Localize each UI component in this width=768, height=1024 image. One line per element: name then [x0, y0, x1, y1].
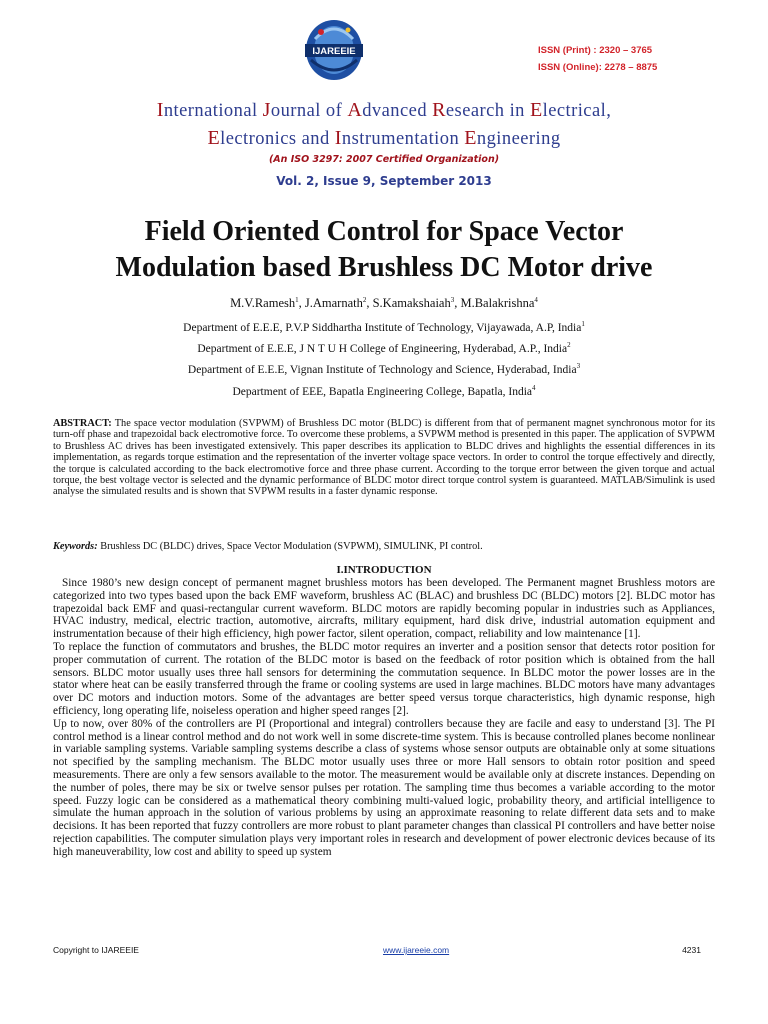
- issn-block: [538, 42, 657, 76]
- author-list: M.V.Ramesh$^1$, J.Amarnath$^2$, S.Kamakshaiah$^3$, M.Balakrishna$^4$: [230, 296, 538, 311]
- paragraph: Since 1980’s new design concept of permanent magnet brushless motors has been developed. The Permanent magnet Brushless motors are categorized into two types based upon the back EMF waveform, brushless AC (BLAC) and brushless DC (BLDC) motors [2]. BLDC motor has trapezoidal back EMF and quasi-rectangular current waveform. BLDC motors are rapidly becoming popular in industries such as Appliances, HVAC industry, medical, electric traction, automotive, aircrafts, military equipment, hard disk drive, industrial automation equipment and instrumentation because of their high efficiency, high power factor, silent operation, compact, reliability and low maintenance [1].: [53, 577, 715, 641]
- keywords: [53, 541, 715, 552]
- journal-logo: [293, 14, 375, 84]
- page-footer: [53, 945, 715, 961]
- journal-title-line1: International Journal of Advanced Research in Electrical,: [156, 99, 612, 121]
- keywords-text: Brushless DC (BLDC) drives, Space Vector Modulation (SVPWM), SIMULINK, PI control.: [97, 541, 483, 552]
- volume-issue: Vol. 2, Issue 9, September 2013: [276, 174, 492, 188]
- keywords-label: Keywords:: [53, 541, 98, 552]
- author-name: J.Amarnath: [304, 296, 363, 311]
- affiliation-3: Department of E.E.E, Vignan Institute of Technology and Science, Hyderabad, India$^3$: [187, 362, 581, 376]
- footer-url-link[interactable]: www.ijareeie.com: [383, 945, 450, 955]
- page-number: 4231: [682, 945, 701, 955]
- abstract-label: ABSTRACT:: [53, 418, 112, 429]
- author-name: M.Balakrishna: [460, 296, 535, 311]
- introduction-body: [53, 577, 715, 859]
- section-heading-introduction: I.INTRODUCTION: [336, 564, 432, 576]
- paragraph: Up to now, over 80% of the controllers are PI (Proportional and integral) controllers because they are facile and easy to understand [3]. The PI control method is a linear control method and do not work well in some discrete-time system. This is because controlled planes become nonlinear in variable sampling systems. Variable sampling systems describe a class of systems whose sensor outputs are obtainable only at some situations not specified by the sampling mechanism. The BLDC motor usually uses three or more Hall sensors to obtain rotor position and speed measurements. There are only a few sensors available to the motor. The measurement would be available only at discrete instances. Depending on the number of poles, there may be six or twelve sensor pulses per rotation. The sampling time thus becomes a variable according to the motor speed. Fuzzy logic can be considered as a mathematical theory combining multi-valued logic, probability theory, and artificial intelligence to simulate the human approach in the solution of various problems by using an approximate reasoning to relate different data sets and to make decisions. It has been reported that fuzzy controllers are more robust to plant parameter changes than classical PI controllers and have better noise rejection capabilities. The computer simulation plays very important roles in research and development of power electronic devices because of its high maneuverability, low cost and ability to speed up system: [53, 717, 715, 858]
- author-name: M.V.Ramesh: [230, 296, 296, 311]
- paper-title-line2: Modulation based Brushless DC Motor drive: [115, 252, 653, 283]
- iso-certification: (An ISO 3297: 2007 Certified Organization): [268, 154, 500, 165]
- paper-title: [0, 214, 768, 286]
- paper-title-line1: Field Oriented Control for Space Vector: [144, 216, 624, 247]
- affiliation-4: Department of EEE, Bapatla Engineering College, Bapatla, India$^4$: [232, 384, 536, 398]
- author-name: S.Kamakshaiah: [372, 296, 451, 311]
- abstract: [53, 418, 715, 498]
- logo-text: IJAREEIE: [312, 46, 356, 57]
- abstract-text: The space vector modulation (SVPWM) of Brushless DC motor (BLDC) is different from that of permanent magnet synchronous motor for its turn-off phase and trapezoidal back electromotive force. To overcome these problems, a SVPWM method is presented in this paper. The application of SVPWM to Brushless AC drives has been investigated extensively. This paper describes its application to BLDC drives and highlights the essential differences in its implementation, as regards torque estimation and the representation of the inverter voltage space vectors. In order to control the torque effectively and directly, the torque is calculated according to the back electromotive force and three phase current. According to the torque error between the given torque and actual torque, the best voltage vector is selected and the dynamic performance of BLDC motor direct torque control system is guaranteed. MATLAB/Simulink is used analyse the simulated results and is shown that SVPWM results in a faster dynamic response.: [53, 418, 715, 498]
- affiliation-1: Department of E.E.E, P.V.P Siddhartha Institute of Technology, Vijayawada, A.P, India$^1$: [183, 320, 585, 334]
- journal-title-line2: Electronics and Instrumentation Engineering: [207, 127, 561, 149]
- issn-print: ISSN (Print) : 2320 – 3765: [538, 45, 653, 56]
- affiliation-2: Department of E.E.E, J N T U H College of Engineering, Hyderabad, A.P., India$^2$: [197, 341, 571, 355]
- footer-copyright: Copyright to IJAREEIE: [53, 945, 139, 955]
- paragraph: To replace the function of commutators and brushes, the BLDC motor requires an inverter and a position sensor that detects rotor position for proper commutation of current. The rotation of the BLDC motor is based on the feedback of rotor position which is obtained from the hall sensors. BLDC motor usually uses three hall sensors for determining the commutation sequence. In BLDC motor the power losses are in the stator where heat can be easily transferred through the frame or cooling systems are used in large machines. BLDC motors have many advantages over DC motors and induction motors. Some of the advantages are better speed versus torque characteristics, high dynamic response, high efficiency, long operating life, noiseless operation and higher speed ranges [2].: [53, 640, 715, 717]
- issn-online: ISSN (Online): 2278 – 8875: [538, 62, 658, 73]
